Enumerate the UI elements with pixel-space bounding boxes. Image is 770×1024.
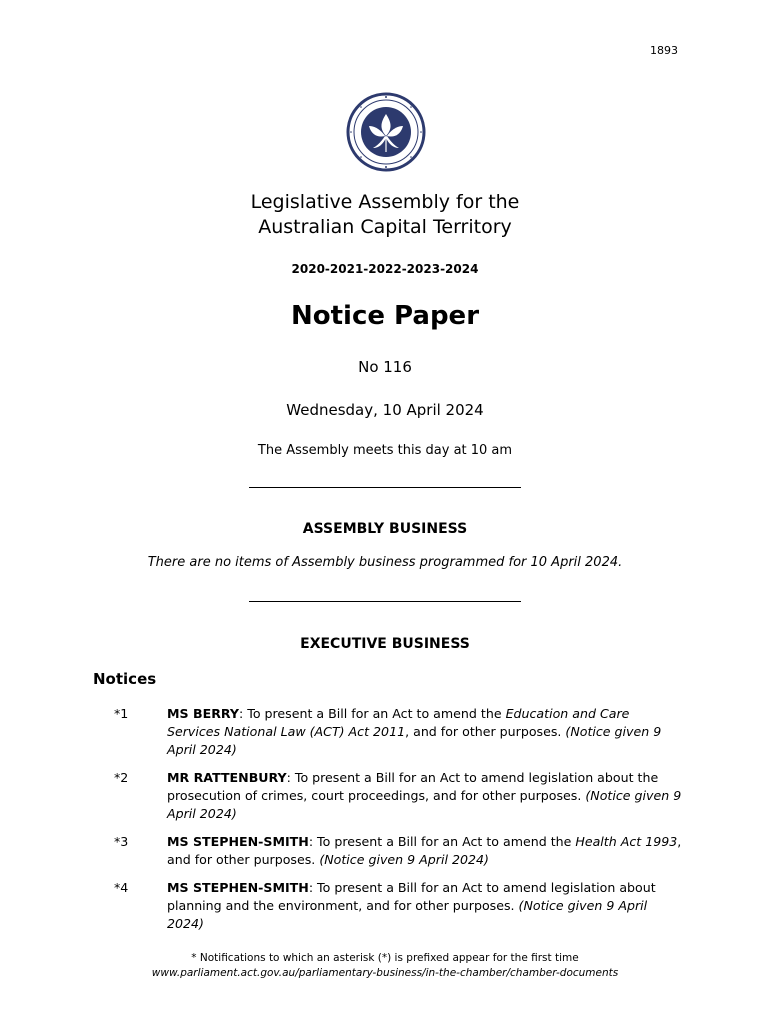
page-number: 1893 xyxy=(650,44,678,57)
notice-text xyxy=(167,705,682,759)
page-footer xyxy=(0,951,770,981)
notice-given: (Notice given 9 April 2024) xyxy=(167,898,648,931)
assembly-business-heading: ASSEMBLY BUSINESS xyxy=(302,521,468,537)
notice-item xyxy=(0,705,770,759)
page-title: Notice Paper xyxy=(290,301,480,331)
notice-body-rest: , and for other purposes. xyxy=(167,834,682,867)
notice-number: *1 xyxy=(114,706,129,721)
document-heading xyxy=(0,190,770,240)
notice-text xyxy=(167,879,682,933)
notice-body-rest: , and for other purposes. xyxy=(405,724,566,739)
title-line-1: Legislative Assembly for the xyxy=(250,191,520,213)
notice-number: *4 xyxy=(114,880,129,895)
divider xyxy=(249,487,521,488)
title-line-2: Australian Capital Territory xyxy=(258,216,512,238)
asterisk-footnote: * Notifications to which an asterisk (*) is prefixed appear for the first time xyxy=(191,952,579,964)
notice-body: : To present a Bill for an Act to amend legislation about planning and the environment, and for other purposes. xyxy=(167,880,656,913)
assembly-years: 2020-2021-2022-2023-2024 xyxy=(291,262,479,276)
notice-item xyxy=(0,833,770,869)
notice-given: (Notice given 9 April 2024) xyxy=(319,852,489,867)
executive-business-heading: EXECUTIVE BUSINESS xyxy=(300,636,470,652)
notice-given: (Notice given 9 April 2024) xyxy=(167,788,682,821)
act-title: Education and Care Services National Law (ACT) Act 2011 xyxy=(167,706,630,739)
notice-number: *3 xyxy=(114,834,129,849)
member-name: MR RATTENBURY xyxy=(167,770,287,785)
notice-given: (Notice given 9 April 2024) xyxy=(167,724,662,757)
meeting-time: The Assembly meets this day at 10 am xyxy=(257,443,513,458)
issue-number: No 116 xyxy=(358,358,412,376)
act-title: Health Act 1993 xyxy=(575,834,678,849)
notice-text xyxy=(167,833,682,869)
notice-item xyxy=(0,769,770,823)
notice-body: : To present a Bill for an Act to amend legislation about the prosecution of crimes, court proceedings, and for other purposes. xyxy=(167,770,659,803)
notice-body: : To present a Bill for an Act to amend the xyxy=(308,834,576,849)
divider xyxy=(249,601,521,602)
notices-subheading: Notices xyxy=(93,670,157,688)
notice-number: *2 xyxy=(114,770,129,785)
notices-list xyxy=(0,705,770,943)
sitting-date: Wednesday, 10 April 2024 xyxy=(286,401,484,419)
member-name: MS STEPHEN-SMITH xyxy=(167,880,309,895)
notice-body: : To present a Bill for an Act to amend the xyxy=(239,706,506,721)
member-name: MS STEPHEN-SMITH xyxy=(167,834,309,849)
footer-url-link[interactable]: www.parliament.act.gov.au/parliamentary-business/in-the-chamber/chamber-documents xyxy=(151,967,619,979)
member-name: MS BERRY xyxy=(167,706,240,721)
act-legislative-assembly-crest-icon xyxy=(341,92,431,172)
assembly-business-note: There are no items of Assembly business programmed for 10 April 2024. xyxy=(147,555,623,570)
notice-item xyxy=(0,879,770,933)
notice-text xyxy=(167,769,682,823)
